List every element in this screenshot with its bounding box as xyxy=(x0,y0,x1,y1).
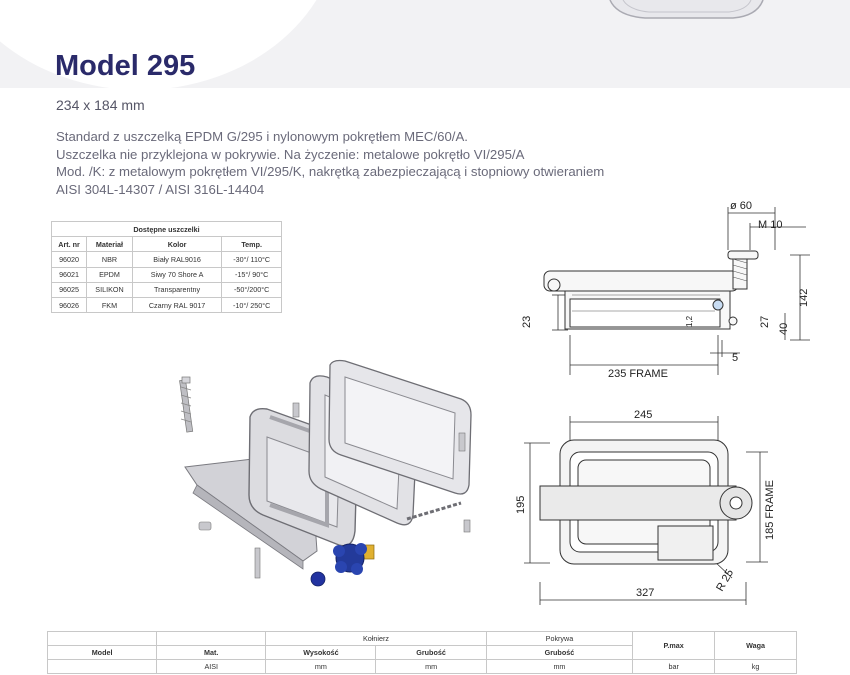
description-line: Uszczelka nie przyklejona w pokrywie. Na życzenie: metalowe pokrętło VI/295/A xyxy=(56,146,525,162)
gasket-cell: EPDM xyxy=(87,267,133,282)
dim-label: 235 FRAME xyxy=(608,368,668,380)
dim-label: 27 xyxy=(759,315,771,328)
knob-icon xyxy=(311,543,374,586)
gasket-cell: 96021 xyxy=(52,267,87,282)
gasket-cell: 96025 xyxy=(52,282,87,297)
screw-icon xyxy=(180,377,193,432)
dim-label: ø 60 xyxy=(730,200,753,212)
dim-label: 40 xyxy=(778,322,790,335)
spec-col-header: Mat. xyxy=(157,646,266,660)
gasket-col-header: Kolor xyxy=(132,237,221,252)
gasket-col-header: Materiał xyxy=(87,237,133,252)
page-title: Model 295 xyxy=(55,50,196,82)
gasket-cell: NBR xyxy=(87,252,133,267)
dim-label: 245 xyxy=(634,409,653,421)
spec-col-header: P.max xyxy=(633,632,715,660)
gasket-cell: Siwy 70 Shore A xyxy=(132,267,221,282)
spec-col-header: Wysokość xyxy=(266,646,376,660)
dim-label: 1,2 xyxy=(685,315,694,327)
gasket-cell: 96026 xyxy=(52,297,87,312)
gasket-cell: FKM xyxy=(87,297,133,312)
knob-top-icon xyxy=(720,487,752,519)
gasket-cell: -15°/ 90°C xyxy=(222,267,282,282)
dim-label: 5 xyxy=(732,352,739,364)
table-row xyxy=(52,282,282,297)
spec-col-header: Model xyxy=(48,646,157,660)
dim-label: 142 xyxy=(798,288,810,307)
gasket-cell: Biały RAL9016 xyxy=(132,252,221,267)
spec-col-header: Waga xyxy=(715,632,797,660)
gasket-cell: -50°/200°C xyxy=(222,282,282,297)
spec-col-header: Pokrywa xyxy=(486,632,633,646)
spec-unit: mm xyxy=(376,660,486,674)
dim-label: M 10 xyxy=(758,219,783,231)
spec-unit: AISI xyxy=(157,660,266,674)
gasket-cell: -10°/ 250°C xyxy=(222,297,282,312)
side-view-drawing xyxy=(510,195,810,385)
dim-label: 185 FRAME xyxy=(764,480,776,540)
gasket-table-title: Dostępne uszczelki xyxy=(52,222,282,237)
spec-unit: mm xyxy=(266,660,376,674)
dim-label: 327 xyxy=(636,587,655,599)
product-photo-top xyxy=(605,0,775,22)
gasket-cell: Transparentny xyxy=(132,282,221,297)
spec-table xyxy=(47,631,797,674)
gasket-cell: 96020 xyxy=(52,252,87,267)
gasket-cell: -30°/ 110°C xyxy=(222,252,282,267)
top-view-drawing xyxy=(510,400,810,610)
dim-label: 23 xyxy=(521,315,533,328)
table-row xyxy=(48,660,797,674)
spec-col-header: Grubość xyxy=(376,646,486,660)
dim-label: R 25 xyxy=(714,567,737,594)
description-line: Mod. /K: z metalowym pokrętłem VI/295/K, nakrętką zabezpieczającą i stopniowy otwieraniem xyxy=(56,164,605,180)
gasket-cell: SILIKON xyxy=(87,282,133,297)
description-line: AISI 304L-14307 / AISI 316L-14404 xyxy=(56,181,265,197)
gasket-cell: Czarny RAL 9017 xyxy=(132,297,221,312)
spec-col-header: Kołnierz xyxy=(266,632,486,646)
spec-unit: kg xyxy=(715,660,797,674)
gasket-table xyxy=(51,221,282,313)
spec-unit: bar xyxy=(633,660,715,674)
page-subtitle: 234 x 184 mm xyxy=(56,97,145,113)
table-row xyxy=(52,252,282,267)
spec-unit: mm xyxy=(486,660,633,674)
table-row xyxy=(52,267,282,282)
exploded-view-illustration xyxy=(175,355,480,595)
spec-col-header: Grubość xyxy=(486,646,633,660)
description-line: Standard z uszczelką EPDM G/295 i nylonowym pokrętłem MEC/60/A. xyxy=(56,129,468,144)
description xyxy=(56,128,604,198)
gasket-col-header: Temp. xyxy=(222,237,282,252)
table-row xyxy=(52,297,282,312)
gasket-col-header: Art. nr xyxy=(52,237,87,252)
dim-label: 195 xyxy=(515,495,527,514)
